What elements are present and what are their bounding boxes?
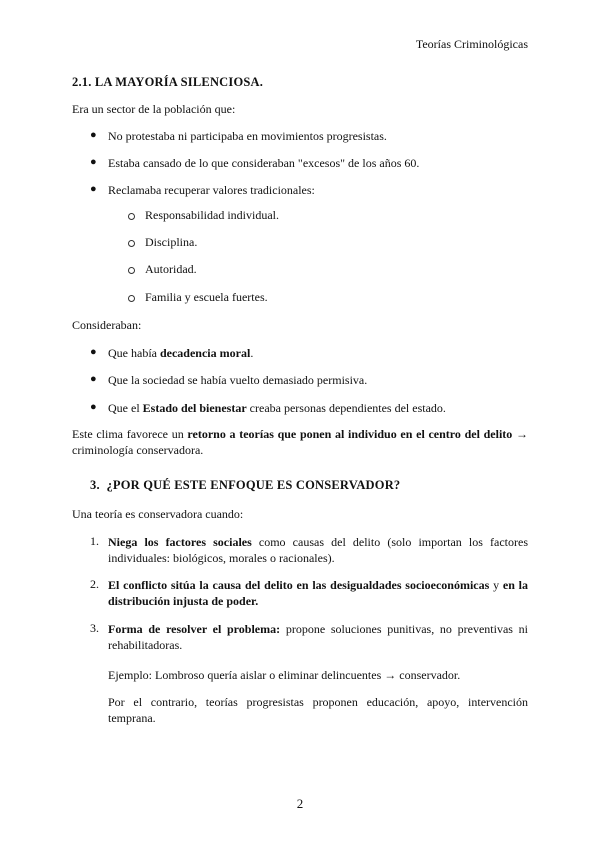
text-run: . [250,346,254,360]
text-run: → criminología conservadora. [72,427,528,457]
bullet-icon: ● [90,346,97,358]
running-header: Teorías Criminológicas [415,37,528,51]
circle-bullet-icon [128,295,135,302]
section-heading-2-1: 2.1. LA MAYORÍA SILENCIOSA. [72,75,264,89]
list-item: Que la sociedad se había vuelto demasiado permisiva. [108,373,368,387]
circle-bullet-icon [128,213,135,220]
section-title: ¿POR QUÉ ESTE ENFOQUE ES CONSERVADOR? [106,478,401,492]
sub-list-item: Disciplina. [145,235,198,249]
list-item: No protestaba ni participaba en movimientos progresistas. [108,129,387,143]
bold-term: Niega los factores sociales [108,535,252,549]
numbered-item [108,534,528,566]
sub-list-item: Responsabilidad individual. [145,208,279,222]
bold-term: Forma de resolver el problema: [108,622,281,636]
bullet-icon: ● [90,156,97,168]
text-run: Este clima favorece un [72,427,188,441]
bold-term: decadencia moral [159,346,251,360]
text-run: Que el [108,401,143,415]
list-number: 2. [90,577,99,591]
section-number: 3. [90,478,100,492]
sub-list-item: Familia y escuela fuertes. [145,290,268,304]
text-run: y [489,578,503,592]
section-intro: Era un sector de la población que: [72,102,236,116]
bold-term: en la distribución injusta de poder. [108,578,529,608]
list-number: 3. [90,621,99,635]
list-item [108,345,253,361]
bullet-icon: ● [90,401,97,413]
section-intro: Una teoría es conservadora cuando: [72,507,244,521]
bold-term: retorno a teorías que ponen al individuo en el centro del delito [187,427,513,441]
bullet-icon: ● [90,129,97,141]
text-run: como causas del delito (solo importan los factores individuales: biológicos, morales o racionales). [108,535,528,565]
section-heading-3 [90,478,400,493]
list-item: Estaba cansado de lo que consideraban "excesos" de los años 60. [108,156,420,170]
list-item: Reclamaba recuperar valores tradicionales: [108,183,315,197]
bold-term: El conflicto sitúa la causa del delito en las desigualdades socioeconómicas [108,578,490,592]
example-paragraph: Ejemplo: Lombroso quería aislar o eliminar delincuentes → conservador. [108,668,461,682]
list-item [108,400,446,416]
bullet-icon: ● [90,373,97,385]
numbered-item [108,577,528,609]
circle-bullet-icon [128,267,135,274]
climate-paragraph [72,426,528,458]
text-run: creaba personas dependientes del estado. [246,401,446,415]
circle-bullet-icon [128,240,135,247]
consideraban-label: Consideraban: [72,318,142,332]
text-run: propone soluciones punitivas, no preventivas ni rehabilitadoras. [108,622,528,652]
page-number: 2 [296,796,304,811]
sub-list-item: Autoridad. [145,262,197,276]
list-number: 1. [90,534,99,548]
numbered-item [108,621,528,653]
bold-term: Estado del bienestar [142,401,247,415]
bullet-icon: ● [90,183,97,195]
text-run: Que había [108,346,160,360]
contrast-paragraph: Por el contrario, teorías progresistas proponen educación, apoyo, intervención temprana. [108,695,528,725]
